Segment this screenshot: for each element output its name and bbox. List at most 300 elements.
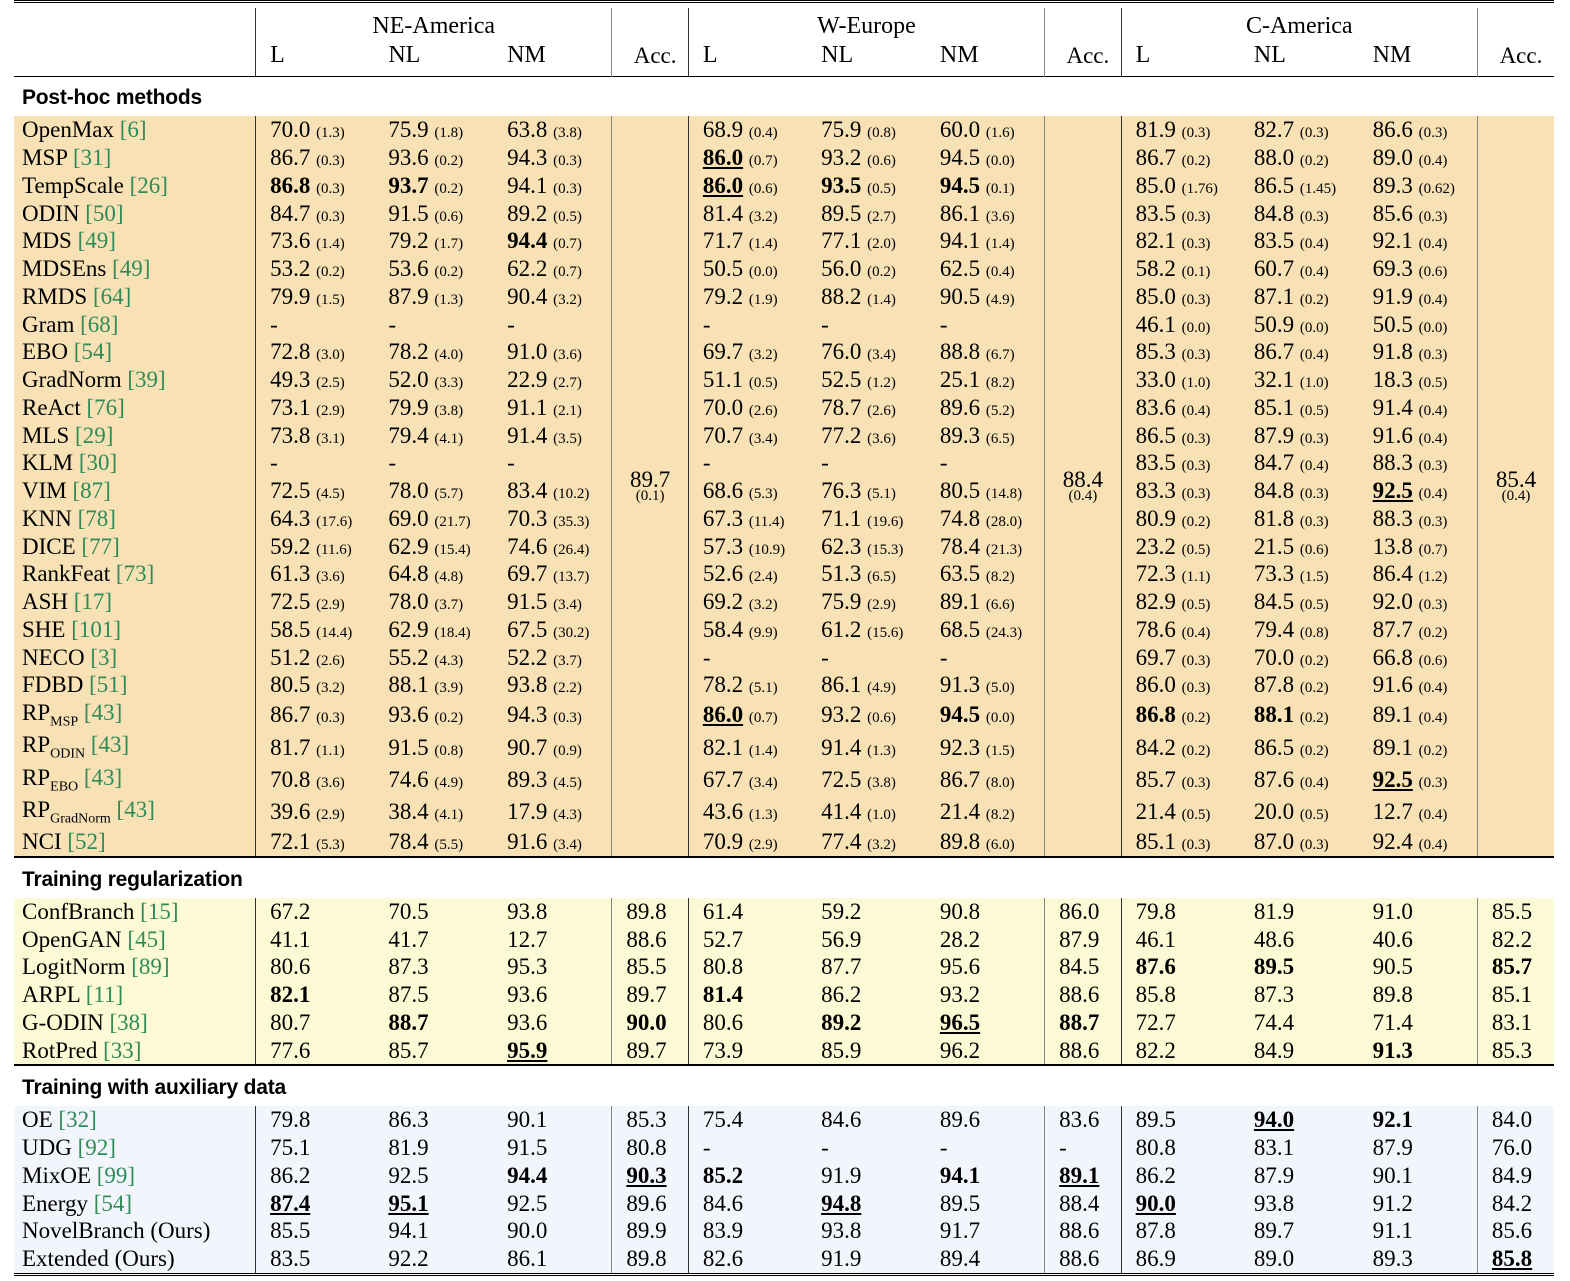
- table-cell: [1240, 699, 1359, 731]
- cell-value: 51.2: [270, 644, 311, 670]
- table-cell: [1359, 1162, 1478, 1190]
- cell-value: -: [939, 1135, 948, 1161]
- table-row: [14, 796, 1554, 828]
- cell-stddev: (0.3): [316, 710, 345, 727]
- table-cell: [256, 644, 375, 672]
- table-row: [14, 616, 1554, 644]
- cell-value: 83.5: [1253, 228, 1295, 254]
- method-cell: [14, 1190, 256, 1218]
- table-cell: [612, 1245, 688, 1274]
- cell-stddev: (0.3): [316, 208, 345, 225]
- table-cell: [256, 1190, 375, 1218]
- cell-value: 69.0: [388, 505, 429, 531]
- table-cell: [1240, 1134, 1359, 1162]
- citation-ref[interactable]: [49]: [77, 228, 116, 254]
- table-cell: [256, 311, 375, 339]
- table-cell: [926, 449, 1045, 477]
- cell-stddev: (1.3): [867, 742, 896, 759]
- accuracy-stddev: (0.1): [635, 487, 665, 504]
- table-row: [14, 227, 1554, 255]
- table-cell: [374, 644, 493, 672]
- table-cell: [1240, 255, 1359, 283]
- cell-value: 86.2: [821, 982, 862, 1008]
- citation-ref[interactable]: [49]: [112, 256, 151, 282]
- cell-stddev: (5.3): [748, 486, 778, 503]
- citation-ref[interactable]: [77]: [81, 533, 120, 559]
- table-cell: [1240, 796, 1359, 828]
- cell-value: 87.9: [1059, 926, 1100, 952]
- cell-value: 62.2: [507, 256, 548, 282]
- citation-ref[interactable]: [33]: [103, 1037, 142, 1063]
- table-cell: [256, 505, 375, 533]
- cell-value: 53.6: [388, 256, 429, 282]
- citation-ref[interactable]: [38]: [109, 1009, 148, 1035]
- table-cell: [688, 227, 807, 255]
- citation-ref[interactable]: [76]: [86, 394, 125, 420]
- table-cell: [1359, 898, 1478, 926]
- cell-value: 50.5: [702, 256, 744, 282]
- cell-value: 73.6: [270, 228, 311, 254]
- cell-stddev: (0.4): [1418, 837, 1448, 854]
- cell-stddev: (6.6): [985, 597, 1015, 614]
- citation-ref[interactable]: [64]: [92, 283, 132, 309]
- cell-stddev: (0.1): [1181, 264, 1211, 281]
- table-cell: [612, 898, 688, 926]
- method-name: TempScale: [22, 172, 124, 198]
- citation-ref[interactable]: [101]: [71, 616, 122, 642]
- citation-ref[interactable]: [54]: [73, 339, 113, 365]
- table-cell: [1477, 926, 1554, 954]
- cell-stddev: (0.3): [316, 153, 345, 170]
- cell-value: 50.9: [1253, 311, 1295, 337]
- cell-value: 78.6: [1135, 616, 1176, 642]
- cell-stddev: (0.3): [1418, 458, 1448, 475]
- cell-stddev: (1.5): [985, 742, 1015, 759]
- header-sub-we_L: L: [688, 41, 807, 77]
- cell-value: 72.7: [1135, 1009, 1176, 1035]
- citation-ref[interactable]: [43]: [116, 796, 155, 822]
- cell-stddev: (21.3): [985, 541, 1023, 558]
- citation-ref[interactable]: [30]: [78, 450, 118, 476]
- table-cell: [493, 283, 612, 311]
- cell-stddev: (4.3): [434, 652, 464, 669]
- cell-value: 89.2: [821, 1009, 862, 1035]
- table-cell: [1121, 828, 1240, 857]
- cell-stddev: (0.4): [1418, 807, 1448, 824]
- cell-stddev: (3.2): [316, 680, 345, 697]
- citation-ref[interactable]: [78]: [77, 505, 116, 531]
- citation-ref[interactable]: [92]: [77, 1135, 116, 1161]
- table-cell: [926, 671, 1045, 699]
- method-subscript: ODIN: [50, 746, 86, 762]
- cell-value: 82.6: [702, 1246, 744, 1272]
- table-cell: [374, 172, 493, 200]
- table-cell: [1477, 1106, 1554, 1134]
- method-name: Energy: [22, 1190, 89, 1216]
- citation-ref[interactable]: [43]: [90, 732, 130, 758]
- table-cell: [493, 796, 612, 828]
- table-cell: [1121, 644, 1240, 672]
- cell-stddev: (6.5): [985, 430, 1015, 447]
- citation-ref[interactable]: [45]: [127, 926, 166, 952]
- cell-value: 41.7: [388, 926, 429, 952]
- cell-value: 82.2: [1135, 1037, 1176, 1063]
- table-cell: [807, 1217, 926, 1245]
- cell-stddev: (2.9): [867, 597, 896, 614]
- table-row: [14, 926, 1554, 954]
- table-cell: [926, 796, 1045, 828]
- table-cell: [1359, 227, 1478, 255]
- cell-value: 91.7: [939, 1218, 981, 1244]
- table-cell: [1240, 1190, 1359, 1218]
- table-cell: [493, 311, 612, 339]
- table-cell: [1359, 283, 1478, 311]
- cell-stddev: (4.0): [434, 347, 464, 364]
- table-cell: [807, 560, 926, 588]
- cell-stddev: (0.2): [1299, 652, 1329, 669]
- cell-value: 88.6: [1059, 1246, 1100, 1272]
- cell-stddev: (2.9): [316, 402, 345, 419]
- citation-ref[interactable]: [52]: [67, 829, 106, 855]
- table-cell: [926, 422, 1045, 450]
- citation-ref[interactable]: [11]: [85, 982, 124, 1008]
- table-cell: [926, 953, 1045, 981]
- cell-stddev: (0.2): [1418, 742, 1448, 759]
- cell-value: 94.1: [939, 1162, 981, 1188]
- cell-value: 61.4: [702, 898, 744, 924]
- cell-value: 87.7: [821, 954, 862, 980]
- cell-stddev: (0.3): [553, 710, 582, 727]
- cell-stddev: (3.2): [748, 208, 778, 225]
- cell-value: 84.8: [1253, 200, 1295, 226]
- table-cell: [926, 366, 1045, 394]
- table-cell: [493, 1106, 612, 1134]
- cell-stddev: (2.9): [748, 837, 778, 854]
- cell-value: 50.5: [1372, 311, 1413, 337]
- cell-value: 46.1: [1135, 311, 1176, 337]
- citation-ref[interactable]: [26]: [129, 172, 168, 198]
- cell-value: 68.6: [702, 478, 744, 504]
- cell-value: 86.5: [1135, 422, 1176, 448]
- table-cell: [374, 1245, 493, 1274]
- cell-value: 90.5: [1372, 954, 1413, 980]
- cell-stddev: (13.7): [553, 569, 590, 586]
- cell-value: 70.0: [702, 394, 744, 420]
- table-cell: [688, 699, 807, 731]
- table-cell: [1045, 1134, 1121, 1162]
- table-cell: [493, 731, 612, 763]
- table-cell: [807, 796, 926, 828]
- table-cell: [493, 981, 612, 1009]
- cell-value: 94.1: [507, 172, 548, 198]
- citation-ref[interactable]: [68]: [80, 311, 119, 337]
- method-name: MixOE: [22, 1162, 91, 1188]
- table-cell: [807, 588, 926, 616]
- cell-stddev: (3.0): [316, 347, 345, 364]
- cell-value: 89.5: [1135, 1107, 1176, 1133]
- method-cell: [14, 644, 256, 672]
- citation-ref[interactable]: [6]: [119, 117, 147, 143]
- cell-stddev: (0.5): [1299, 807, 1329, 824]
- method-name: UDG: [22, 1135, 72, 1161]
- cell-value: -: [702, 311, 711, 337]
- cell-stddev: (4.5): [553, 774, 582, 791]
- table-cell: [807, 533, 926, 561]
- table-row: [14, 1106, 1554, 1134]
- citation-ref[interactable]: [43]: [83, 764, 123, 790]
- citation-ref[interactable]: [87]: [72, 478, 111, 504]
- citation-ref[interactable]: [50]: [85, 200, 124, 226]
- table-cell: [374, 1162, 493, 1190]
- cell-value: 87.6: [1253, 766, 1295, 792]
- cell-stddev: (5.7): [434, 486, 464, 503]
- table-cell: [807, 898, 926, 926]
- cell-value: 87.3: [1253, 982, 1295, 1008]
- cell-value: 17.9: [507, 799, 548, 825]
- cell-value: 89.1: [1059, 1162, 1100, 1188]
- cell-stddev: (0.4): [1299, 774, 1329, 791]
- table-cell: [1121, 1009, 1240, 1037]
- method-name: $RP_{MSP}$: [22, 700, 79, 730]
- cell-value: -: [270, 311, 278, 337]
- cell-stddev: (30.2): [553, 624, 590, 641]
- cell-stddev: (1.3): [434, 291, 464, 308]
- cell-value: 69.7: [507, 561, 548, 587]
- cell-value: 80.5: [270, 672, 311, 698]
- table-cell: [256, 926, 375, 954]
- citation-ref[interactable]: [89]: [131, 954, 170, 980]
- table-cell: [493, 116, 612, 144]
- cell-stddev: (0.2): [1181, 513, 1211, 530]
- cell-stddev: (3.1): [316, 430, 345, 447]
- cell-value: 85.1: [1491, 982, 1533, 1008]
- citation-ref[interactable]: [31]: [72, 145, 112, 171]
- cell-value: 91.9: [821, 1162, 862, 1188]
- table-cell: [1121, 616, 1240, 644]
- section-title-row: [14, 1070, 1554, 1106]
- table-cell: [1359, 394, 1478, 422]
- cell-stddev: (3.8): [867, 774, 896, 791]
- table-cell: [688, 422, 807, 450]
- cell-value: 75.9: [821, 589, 862, 615]
- cell-value: 83.3: [1135, 478, 1176, 504]
- cell-value: 74.6: [388, 766, 429, 792]
- method-cell: [14, 560, 256, 588]
- cell-stddev: (0.4): [1299, 458, 1329, 475]
- table-cell: [256, 283, 375, 311]
- table-cell: [1477, 1037, 1554, 1066]
- table-cell: [256, 671, 375, 699]
- cell-stddev: (15.4): [434, 541, 471, 558]
- cell-stddev: (0.3): [1181, 236, 1211, 253]
- table-cell: [1359, 828, 1478, 857]
- cell-value: 89.0: [1253, 1246, 1295, 1272]
- table-cell: [493, 926, 612, 954]
- table-cell: [926, 1217, 1045, 1245]
- table-row: [14, 394, 1554, 422]
- cell-value: 74.8: [939, 505, 981, 531]
- citation-ref[interactable]: [29]: [75, 422, 114, 448]
- cell-stddev: (1.3): [316, 125, 345, 142]
- cell-value: 89.7: [626, 982, 667, 1008]
- citation-ref[interactable]: [99]: [96, 1162, 136, 1188]
- citation-ref[interactable]: [32]: [58, 1107, 97, 1133]
- method-name: KNN: [22, 505, 72, 531]
- cell-value: 91.3: [1372, 1037, 1413, 1063]
- table-cell: [926, 926, 1045, 954]
- table-cell: [256, 227, 375, 255]
- citation-ref[interactable]: [54]: [93, 1190, 133, 1216]
- cell-stddev: (0.7): [553, 264, 582, 281]
- table-cell: [256, 731, 375, 763]
- citation-ref[interactable]: [73]: [115, 561, 155, 587]
- cell-stddev: (24.3): [985, 624, 1023, 641]
- cell-value: 79.4: [1253, 616, 1295, 642]
- table-cell: [807, 422, 926, 450]
- cell-value: 49.3: [270, 367, 311, 393]
- cell-stddev: (1.3): [748, 807, 778, 824]
- table-cell: [493, 422, 612, 450]
- cell-value: 86.2: [270, 1162, 311, 1188]
- cell-value: 87.0: [1253, 829, 1295, 855]
- cell-stddev: (8.2): [985, 375, 1015, 392]
- cell-value: 82.1: [702, 734, 744, 760]
- cell-stddev: (1.0): [1181, 375, 1211, 392]
- cell-value: 85.0: [1135, 283, 1176, 309]
- cell-value: 93.7: [388, 172, 429, 198]
- cell-value: 89.8: [1372, 982, 1413, 1008]
- cell-stddev: (2.4): [748, 569, 778, 586]
- cell-value: 81.9: [1135, 117, 1176, 143]
- cell-stddev: (0.3): [1299, 837, 1329, 854]
- cell-value: 91.5: [507, 589, 548, 615]
- cell-stddev: (5.5): [434, 837, 464, 854]
- cell-value: 86.4: [1372, 561, 1413, 587]
- table-cell: [1477, 1009, 1554, 1037]
- table-cell: [926, 394, 1045, 422]
- cell-value: 94.0: [1253, 1107, 1295, 1133]
- cell-value: 85.8: [1491, 1246, 1533, 1272]
- cell-value: 78.4: [939, 533, 981, 559]
- table-cell: [688, 1009, 807, 1037]
- table-cell: [493, 449, 612, 477]
- table-cell: [688, 477, 807, 505]
- cell-stddev: (0.2): [1181, 742, 1211, 759]
- cell-value: 33.0: [1135, 367, 1176, 393]
- citation-ref[interactable]: [3]: [90, 644, 118, 670]
- cell-value: 86.0: [1135, 672, 1176, 698]
- cell-stddev: (2.1): [553, 402, 582, 419]
- cell-value: 94.3: [507, 702, 548, 728]
- cell-stddev: (5.3): [316, 837, 345, 854]
- cell-value: 52.0: [388, 367, 429, 393]
- table-cell: [256, 560, 375, 588]
- table-cell: [1240, 283, 1359, 311]
- cell-value: 86.1: [939, 200, 981, 226]
- cell-stddev: (3.4): [553, 597, 582, 614]
- citation-ref[interactable]: [43]: [83, 700, 123, 726]
- cell-value: 84.0: [1491, 1107, 1533, 1133]
- table-cell: [1121, 338, 1240, 366]
- cell-stddev: (0.6): [1418, 264, 1448, 281]
- cell-stddev: (0.3): [1181, 680, 1211, 697]
- cell-value: 79.8: [1135, 898, 1176, 924]
- cell-stddev: (1.45): [1299, 180, 1337, 197]
- method-cell: [14, 311, 256, 339]
- table-cell: [493, 898, 612, 926]
- cell-stddev: (0.5): [1181, 597, 1211, 614]
- cell-value: 89.8: [939, 829, 981, 855]
- table-cell: [807, 1190, 926, 1218]
- table-cell: [926, 560, 1045, 588]
- cell-stddev: (26.4): [553, 541, 590, 558]
- cell-value: 70.8: [270, 766, 311, 792]
- cell-value: 88.2: [821, 283, 862, 309]
- cell-value: 52.7: [702, 926, 744, 952]
- citation-ref[interactable]: [17]: [73, 589, 113, 615]
- cell-value: 88.1: [1253, 702, 1295, 728]
- table-cell: [493, 366, 612, 394]
- cell-stddev: (0.2): [434, 264, 464, 281]
- cell-value: 80.8: [702, 954, 744, 980]
- table-cell: [1121, 477, 1240, 505]
- table-row: [14, 200, 1554, 228]
- table-cell: [1240, 1009, 1359, 1037]
- cell-value: -: [821, 644, 829, 670]
- method-cell: [14, 1009, 256, 1037]
- method-name: MDSEns: [22, 256, 107, 282]
- table-cell: [612, 1037, 688, 1066]
- table-cell: [1359, 699, 1478, 731]
- cell-value: 20.0: [1253, 799, 1295, 825]
- table-cell: [688, 116, 807, 144]
- cell-value: 82.9: [1135, 589, 1176, 615]
- citation-ref[interactable]: [51]: [89, 672, 128, 698]
- table-cell: [1240, 477, 1359, 505]
- cell-value: 87.8: [1135, 1218, 1176, 1244]
- cell-value: 81.7: [270, 734, 311, 760]
- cell-value: 85.6: [1372, 200, 1413, 226]
- citation-ref[interactable]: [39]: [127, 367, 166, 393]
- cell-stddev: (3.8): [553, 125, 582, 142]
- citation-ref[interactable]: [15]: [140, 898, 179, 924]
- cell-stddev: (4.9): [985, 291, 1015, 308]
- table-cell: [1121, 422, 1240, 450]
- cell-stddev: (0.5): [748, 375, 778, 392]
- table-cell: [807, 1106, 926, 1134]
- cell-value: 86.0: [702, 172, 744, 198]
- cell-stddev: (1.4): [748, 236, 778, 253]
- table-cell: [1477, 1162, 1554, 1190]
- table-cell: [926, 981, 1045, 1009]
- table-cell: [256, 588, 375, 616]
- table-cell: [926, 1106, 1045, 1134]
- header-sub-we_NL: NL: [821, 42, 854, 69]
- table-cell: [374, 560, 493, 588]
- cell-value: 91.5: [388, 734, 429, 760]
- cell-stddev: (0.6): [748, 180, 778, 197]
- cell-stddev: (0.2): [1299, 680, 1329, 697]
- table-cell: [374, 1190, 493, 1218]
- table-cell: [926, 644, 1045, 672]
- cell-value: 89.5: [1253, 954, 1295, 980]
- table-cell: [1359, 422, 1478, 450]
- cell-value: 88.3: [1372, 505, 1413, 531]
- cell-value: 22.9: [507, 367, 548, 393]
- table-cell: [926, 533, 1045, 561]
- table-cell: [374, 477, 493, 505]
- accuracy-stddev: (0.4): [1068, 487, 1098, 504]
